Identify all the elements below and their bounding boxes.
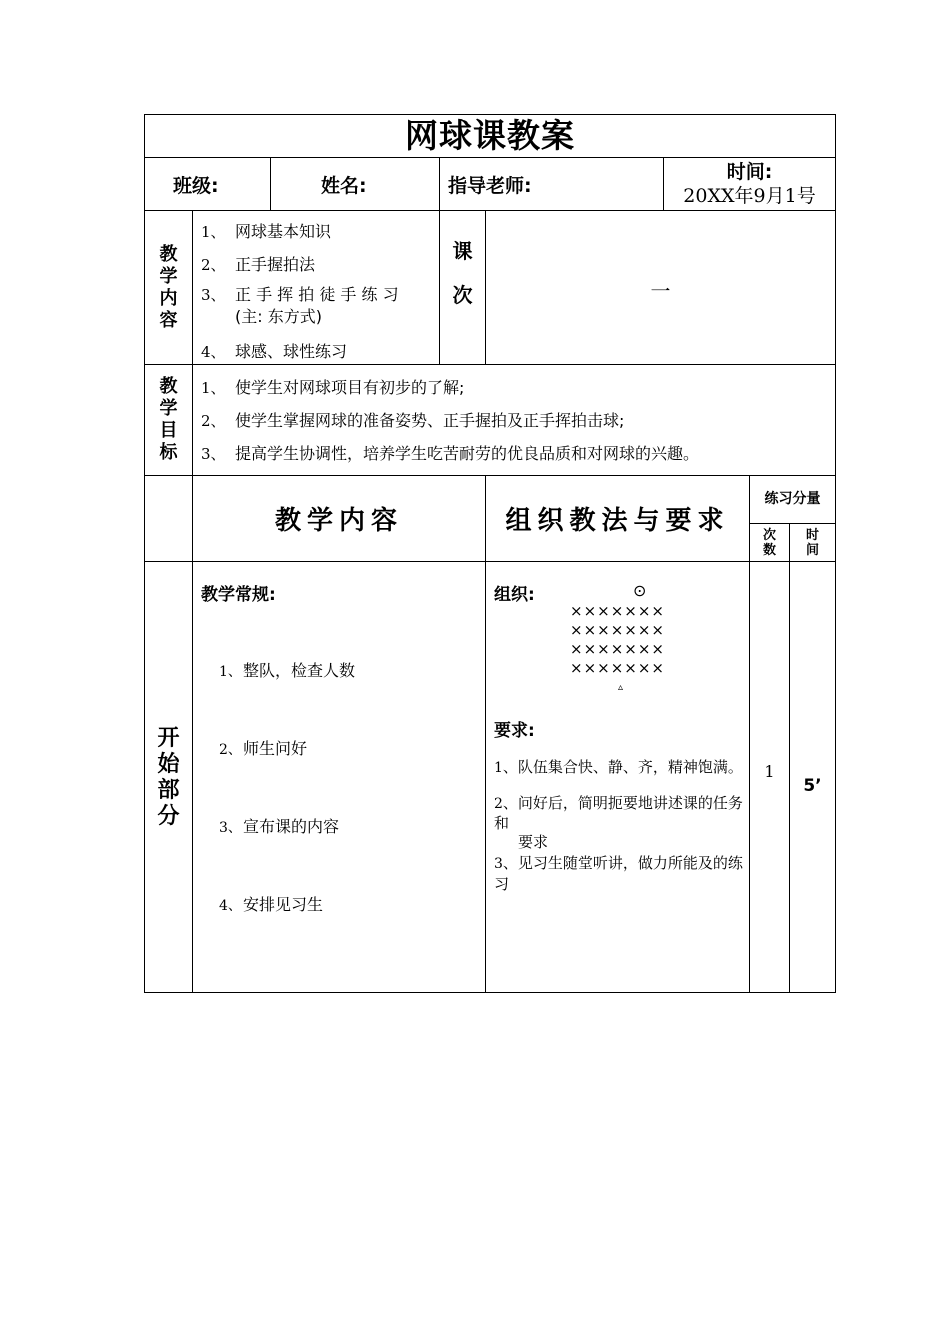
label-char: 部 (157, 778, 180, 803)
label-char: 开 (157, 726, 180, 751)
content-list-cell (193, 211, 440, 365)
list-item: 1、 网球基本知识 (201, 222, 332, 241)
label-char: 容 (159, 309, 178, 331)
student-formation (570, 602, 665, 678)
list-item: 3、 提高学生协调性，培养学生吃苦耐劳的优良品质和对网球的兴趣。 (201, 444, 700, 463)
list-item: 1、队伍集合快、静、齐，精神饱满。 (494, 758, 743, 776)
routine-list (201, 658, 479, 932)
class-label: 班级: (145, 158, 271, 211)
list-item: 2、 正手握拍法 (201, 255, 316, 274)
list-item: 3、见习生随堂听讲，做力所能及的练习 (494, 854, 743, 893)
time-label: 时间: (726, 161, 773, 183)
goals-label (145, 365, 193, 476)
list-item: 3、宣布课的内容 (219, 817, 340, 836)
times-value: 1 (750, 562, 790, 993)
list-item: 4、 球感、球性练习 (201, 342, 348, 361)
label-char: 始 (157, 752, 180, 777)
plan-title: 网球课教案 (145, 115, 836, 158)
formation-row: ××××××× (570, 621, 665, 639)
requirement-label: 要求: (494, 721, 535, 741)
label-char: 课 (452, 239, 473, 263)
lesson-plan-table (144, 114, 836, 993)
requirement-list (494, 756, 745, 893)
list-item: 4、安排见习生 (219, 895, 324, 914)
load-column-header: 练习分量 (750, 476, 836, 524)
formation-row: ××××××× (570, 659, 665, 677)
assistant-symbol: ▵ (618, 682, 624, 693)
lesson-label (440, 211, 486, 365)
list-item: 2、 使学生掌握网球的准备姿势、正手握拍及正手挥拍击球; (201, 411, 625, 430)
duration-column-header: 时 间 (790, 524, 836, 562)
date-value: 20XX年9月1号 (683, 185, 816, 207)
list-item: 1、 使学生对网球项目有初步的了解; (201, 378, 465, 397)
teacher-symbol: ⊙ (633, 581, 647, 600)
duration-value: 5’ (790, 562, 836, 993)
times-column-header: 次 数 (750, 524, 790, 562)
method-column-header: 组织教法与要求 (486, 476, 750, 562)
formation-row: ××××××× (570, 640, 665, 658)
routine-cell (193, 562, 486, 993)
list-item: 3、 正 手 挥 拍 徒 手 练 习 (主: 东方式) (201, 285, 399, 326)
label-char: 分 (157, 804, 180, 829)
formation-area (494, 580, 745, 700)
label-char: 目 (159, 420, 178, 441)
goals-list (201, 375, 829, 463)
name-label: 姓名: (271, 158, 440, 211)
label-char: 标 (159, 442, 178, 463)
start-section-label (145, 562, 193, 993)
goals-list-cell (193, 365, 836, 476)
blank-header-cell (145, 476, 193, 562)
routine-title: 教学常规: (201, 585, 276, 605)
time-cell (664, 158, 836, 211)
label-char: 教 (159, 243, 178, 265)
teacher-label: 指导老师: (440, 158, 664, 211)
list-item: 1、整队，检查人数 (219, 661, 356, 680)
organize-label: 组织: (494, 585, 535, 605)
method-cell (486, 562, 750, 993)
label-char: 次 (452, 283, 473, 307)
formation-row: ××××××× (570, 602, 665, 620)
list-item: 2、师生问好 (219, 739, 308, 758)
label-char: 学 (159, 265, 178, 287)
label-char: 内 (159, 287, 178, 309)
lesson-number: 一 (486, 211, 836, 365)
content-label (145, 211, 193, 365)
content-column-header: 教学内容 (193, 476, 486, 562)
label-char: 教 (159, 376, 178, 397)
label-char: 学 (159, 398, 178, 419)
list-item: 2、问好后，简明扼要地讲述课的任务和 要求 (494, 794, 743, 851)
content-list (201, 219, 433, 361)
